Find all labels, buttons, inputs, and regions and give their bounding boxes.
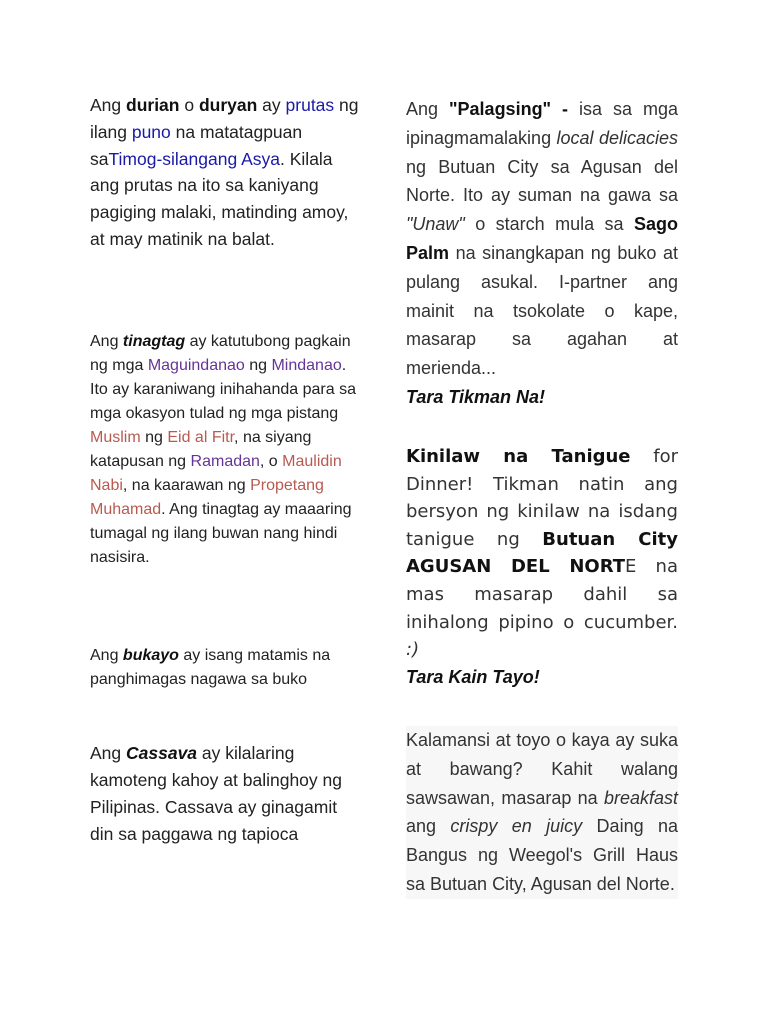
text: na sinangkapan ng buko at pulang asukal. I-partner ang mainit na tsokolate o kape, masarap sa agahan at merienda...	[406, 242, 678, 379]
text: ng ilang	[90, 95, 359, 142]
text: ay isang matamis na panghimagas nagawa sa buko	[90, 647, 331, 688]
unaw-term: "Unaw"	[406, 214, 465, 235]
tinagtag-paragraph	[90, 330, 360, 570]
link-mindanao[interactable]: Mindanao	[271, 357, 342, 374]
link-maulidin-nabi[interactable]: Maulidin Nabi	[90, 453, 342, 494]
text: ng	[140, 429, 168, 446]
text: Ang	[90, 647, 123, 664]
text: ay katutubong pagkain ng mga	[90, 333, 351, 374]
tara-kain-tayo-heading: Tara Kain Tayo!	[406, 666, 540, 687]
link-puno[interactable]: puno	[131, 121, 171, 142]
link-muslim[interactable]: Muslim	[90, 429, 141, 446]
text: Ang	[90, 333, 123, 350]
link-maguindanao[interactable]: Maguindanao	[147, 357, 245, 374]
text: Daing na Bangus ng Weegol's Grill Haus sa Butuan City, Agusan del Norte.	[406, 816, 678, 894]
text: ay	[257, 95, 286, 115]
link-ramadan[interactable]: Ramadan	[190, 453, 260, 470]
tara-tikman-na-heading: Tara Tikman Na!	[406, 386, 546, 407]
text: ng	[244, 357, 272, 374]
link-eid-al-fitr[interactable]: Eid al Fitr	[167, 429, 235, 446]
text: ang	[406, 816, 451, 837]
durian-paragraph	[90, 92, 360, 253]
text: ay kilalaring kamoteng kahoy at balinghoy ng Pilipinas. Cassava ay ginagamit din sa paggawa ng tapioca	[90, 743, 342, 844]
cassava-paragraph	[90, 740, 360, 848]
link-prutas[interactable]: prutas	[285, 95, 335, 115]
crispy-en-juicy-phrase: crispy en juicy	[450, 816, 583, 837]
butuan-city-term: Butuan City AGUSAN DEL NORT	[406, 528, 678, 578]
text: . Ang tinagtag ay maaaring tumagal ng ilang buwan nang hindi nasisira.	[90, 501, 352, 566]
text: . Ito ay karaniwang inihahanda para sa mga okasyon tulad ng mga pistang	[90, 357, 356, 422]
bangus-paragraph	[406, 726, 678, 899]
smiley-text: :)	[406, 639, 420, 661]
text: E na mas masarap dahil sa inihalong pipino o cucumber.	[406, 556, 678, 633]
text: isa sa mga ipinagmamalaking	[406, 99, 678, 148]
sago-palm-term: Sago Palm	[406, 214, 678, 263]
palagsing-term: "Palagsing" -	[449, 99, 569, 119]
link-propetang-muhamad[interactable]: Propetang Muhamad	[90, 477, 324, 518]
duryan-term: duryan	[198, 95, 258, 115]
text: o	[179, 95, 199, 115]
bukayo-paragraph	[90, 644, 360, 692]
text: Ang	[406, 99, 449, 119]
text: , na kaarawan ng	[122, 477, 251, 494]
cassava-term: Cassava	[126, 743, 198, 763]
durian-term: durian	[126, 95, 180, 115]
text: Ang	[90, 95, 126, 115]
breakfast-phrase: breakfast	[603, 787, 678, 808]
text: ng Butuan City sa Agusan del Norte. Ito ay suman na gawa sa	[406, 156, 678, 206]
bukayo-term: bukayo	[122, 647, 179, 664]
local-delicacies-phrase: local delicacies	[556, 127, 678, 148]
kinilaw-paragraph	[406, 443, 678, 691]
tinagtag-term: tinagtag	[122, 333, 186, 350]
text: , na siyang katapusan ng	[90, 429, 312, 470]
text: na matatagpuan sa	[90, 121, 303, 169]
text: , o	[259, 453, 283, 470]
text: Ang	[90, 743, 126, 763]
link-timog-silangang-asya[interactable]: Timog-silangang Asya	[108, 148, 281, 169]
text: Kalamansi at toyo o kaya ay suka at bawang? Kahit walang sawsawan, masarap na	[406, 730, 678, 808]
text: . Kilala ang prutas na ito sa kaniyang pagiging malaki, matinding amoy, at may matinik na balat.	[90, 148, 349, 249]
text: o starch mula sa	[464, 214, 634, 235]
text: for Dinner! Tikman natin ang bersyon ng kinilaw na isdang tanigue ng	[406, 446, 678, 550]
palagsing-paragraph	[406, 95, 678, 412]
kinilaw-term: Kinilaw na Tanigue	[406, 446, 631, 467]
